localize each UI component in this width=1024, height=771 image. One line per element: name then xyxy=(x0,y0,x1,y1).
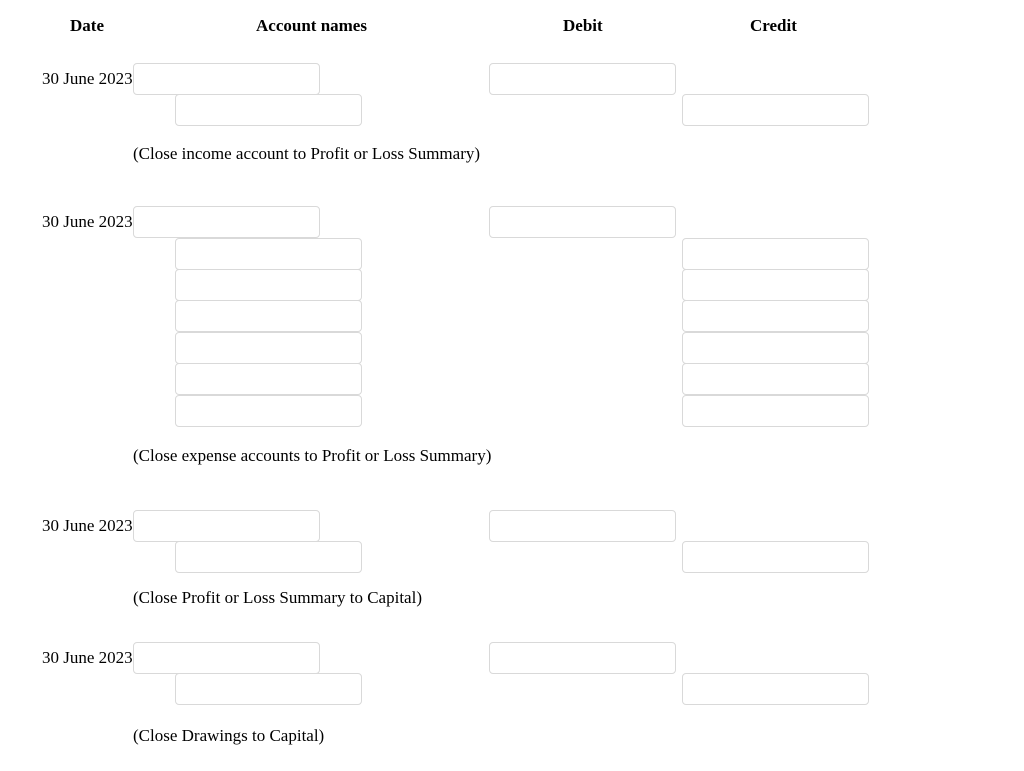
entry-2-date: 30 June 2023 xyxy=(42,212,133,231)
entry-2-credit-account-input-2[interactable] xyxy=(175,269,362,301)
entry-4-debit-amount-input[interactable] xyxy=(489,642,676,674)
entry-2-credit-account-input-1[interactable] xyxy=(175,238,362,270)
entry-3-narration: (Close Profit or Loss Summary to Capital) xyxy=(133,588,422,607)
entry-2-credit-amount-input-6[interactable] xyxy=(682,395,869,427)
entry-4-credit-amount-input-1[interactable] xyxy=(682,673,869,705)
entry-3-credit-amount-input-1[interactable] xyxy=(682,541,869,573)
header-debit: Debit xyxy=(563,16,603,35)
entry-2-credit-amount-input-4[interactable] xyxy=(682,332,869,364)
entry-4-debit-account-input[interactable] xyxy=(133,642,320,674)
entry-4-narration: (Close Drawings to Capital) xyxy=(133,726,325,745)
entry-2-debit-account-input[interactable] xyxy=(133,206,320,238)
header-date: Date xyxy=(70,16,104,35)
entry-2-credit-account-input-5[interactable] xyxy=(175,363,362,395)
entry-1-debit-account-input[interactable] xyxy=(133,63,320,95)
entry-1-narration: (Close income account to Profit or Loss Summary) xyxy=(133,144,481,163)
header-credit: Credit xyxy=(750,16,797,35)
entry-2-credit-amount-input-3[interactable] xyxy=(682,300,869,332)
entry-3-debit-amount-input[interactable] xyxy=(489,510,676,542)
entry-3-date: 30 June 2023 xyxy=(42,516,133,535)
entry-2-credit-amount-input-1[interactable] xyxy=(682,238,869,270)
entry-2-credit-account-input-4[interactable] xyxy=(175,332,362,364)
entry-1-credit-account-input-1[interactable] xyxy=(175,94,362,126)
entry-2-credit-account-input-3[interactable] xyxy=(175,300,362,332)
entry-2-credit-account-input-6[interactable] xyxy=(175,395,362,427)
entry-1-debit-amount-input[interactable] xyxy=(489,63,676,95)
entry-3-credit-account-input-1[interactable] xyxy=(175,541,362,573)
entry-2-narration: (Close expense accounts to Profit or Loss Summary) xyxy=(133,446,492,465)
entry-3-debit-account-input[interactable] xyxy=(133,510,320,542)
entry-1-credit-amount-input-1[interactable] xyxy=(682,94,869,126)
entry-2-debit-amount-input[interactable] xyxy=(489,206,676,238)
header-account-names: Account names xyxy=(256,16,367,35)
entry-4-date: 30 June 2023 xyxy=(42,648,133,667)
entry-1-date: 30 June 2023 xyxy=(42,69,133,88)
entry-2-credit-amount-input-2[interactable] xyxy=(682,269,869,301)
entry-2-credit-amount-input-5[interactable] xyxy=(682,363,869,395)
entry-4-credit-account-input-1[interactable] xyxy=(175,673,362,705)
